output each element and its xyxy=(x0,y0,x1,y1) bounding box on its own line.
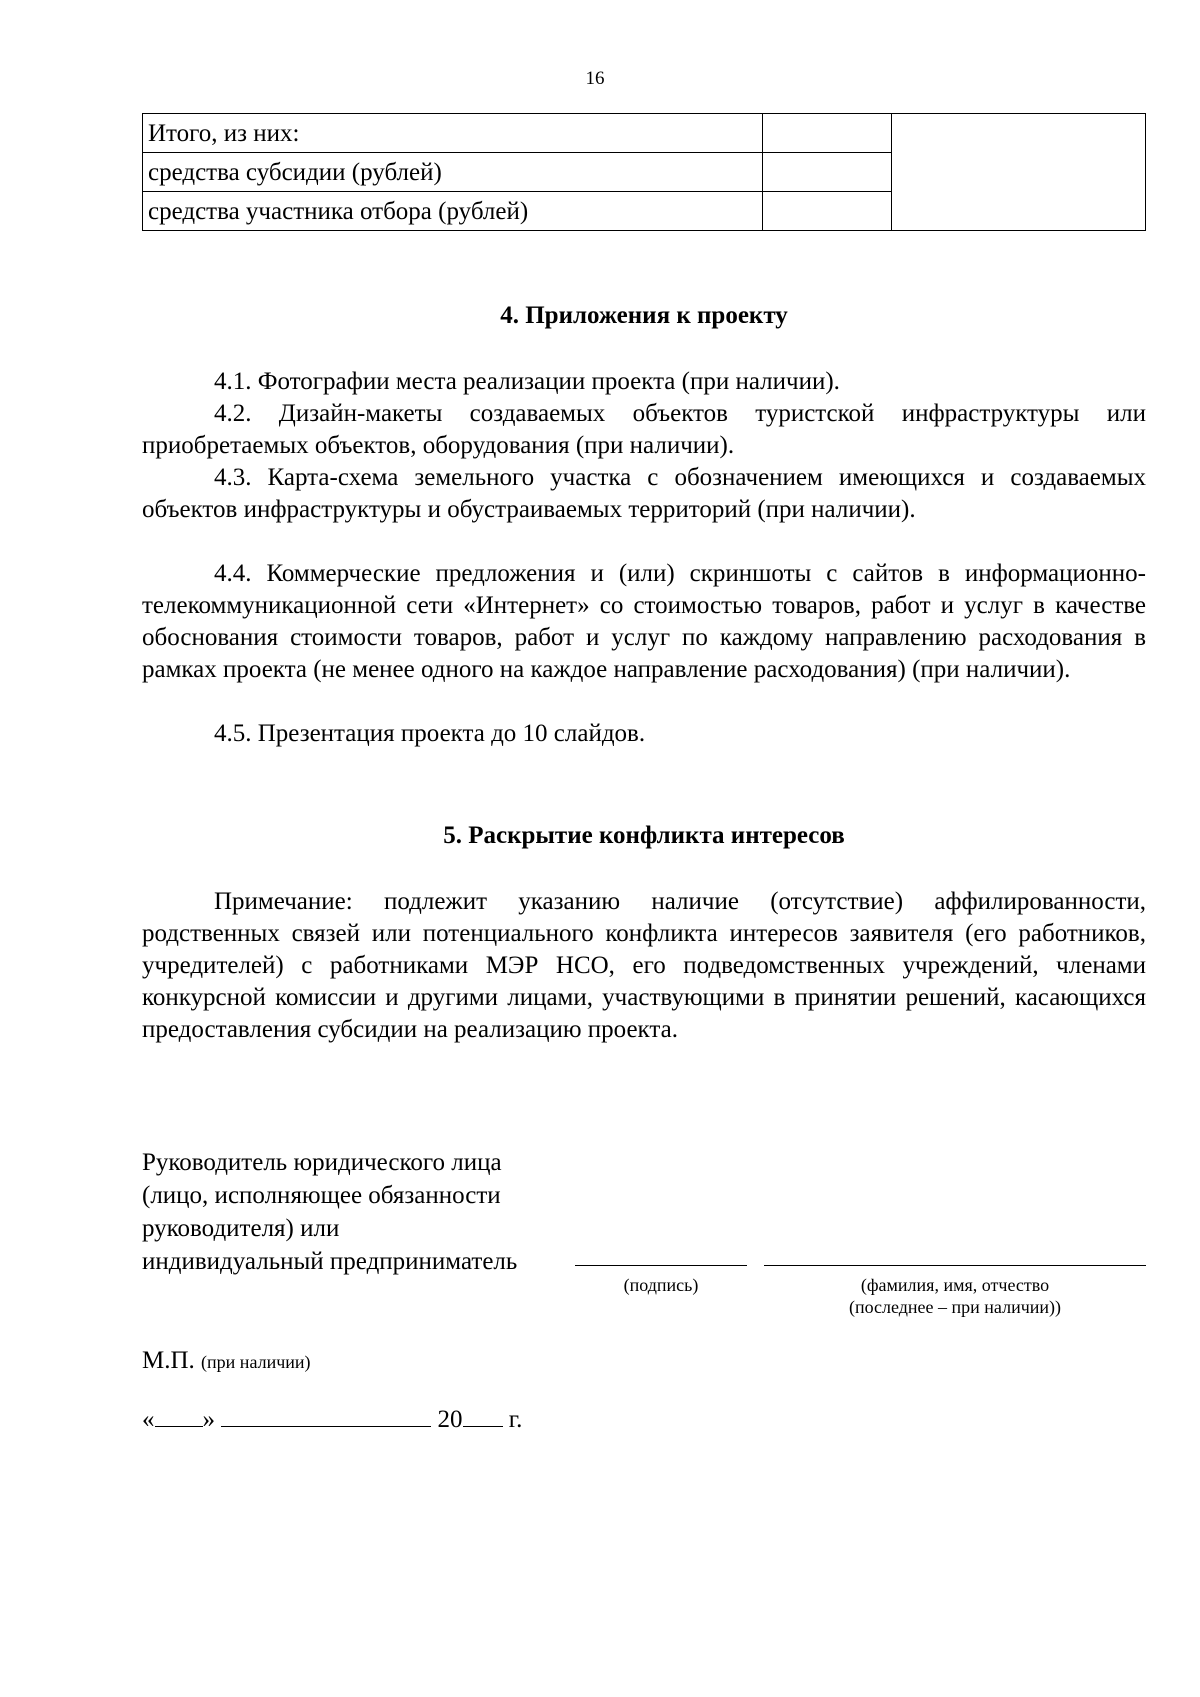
stamp-placeholder xyxy=(142,1347,311,1375)
date-line xyxy=(142,1404,522,1434)
table-row xyxy=(143,114,1146,153)
table-cell-value[interactable] xyxy=(762,192,891,231)
date-open-quote: « xyxy=(142,1406,155,1433)
section-4-item-4: 4.4. Коммерческие предложения и (или) скриншоты с сайтов в информационно-телекоммуникационной сети «Интернет» со стоимостью товаров, работ и услуг в качестве обоснования стоимости товаров, работ и услуг по каждому направлению расходования в рамках проекта (не менее одного на каждое направление расходования) (при наличии). xyxy=(142,560,1146,683)
signature-label-line: индивидуальный предприниматель xyxy=(142,1248,518,1275)
totals-table xyxy=(142,113,1146,231)
month-field[interactable] xyxy=(221,1404,431,1427)
section-4-item-2: 4.2. Дизайн-макеты создаваемых объектов туристской инфраструктуры или приобретаемых объектов, оборудования (при наличии). xyxy=(142,400,1146,459)
signature-block xyxy=(142,1146,517,1278)
signature-field[interactable] xyxy=(575,1265,747,1266)
section-4-item-3: 4.3. Карта-схема земельного участка с обозначением имеющихся и создаваемых объектов инфраструктуры и обустраиваемых территорий (при наличии). xyxy=(142,464,1146,523)
signature-caption: (подпись) xyxy=(623,1275,699,1295)
signature-label-line: (лицо, исполняющее обязанности xyxy=(142,1182,501,1209)
section-4-item-5: 4.5. Презентация проекта до 10 слайдов. xyxy=(214,720,646,747)
table-cell-value[interactable] xyxy=(762,114,891,153)
date-close-quote: » xyxy=(202,1406,215,1433)
full-name-caption-line: (фамилия, имя, отчество xyxy=(860,1275,1050,1295)
table-cell-label: средства участника отбора (рублей) xyxy=(143,192,763,231)
stamp-note: (при наличии) xyxy=(201,1352,311,1372)
table-cell-merged[interactable] xyxy=(891,114,1145,231)
signature-label-line: Руководитель юридического лица xyxy=(142,1149,502,1176)
full-name-caption-line: (последнее – при наличии)) xyxy=(848,1297,1062,1317)
year-field[interactable] xyxy=(463,1404,503,1427)
table-cell-value[interactable] xyxy=(762,153,891,192)
page-number: 16 xyxy=(585,68,605,89)
year-prefix: 20 xyxy=(437,1406,463,1433)
section-4-title: 4. Приложения к проекту xyxy=(500,302,788,329)
signature-label-line: руководителя) или xyxy=(142,1215,340,1242)
section-4-item-1: 4.1. Фотографии места реализации проекта (при наличии). xyxy=(214,368,840,395)
year-suffix: г. xyxy=(508,1406,523,1433)
full-name-field[interactable] xyxy=(764,1265,1146,1266)
day-field[interactable] xyxy=(155,1404,203,1427)
full-name-caption xyxy=(764,1274,1146,1318)
section-5-title: 5. Раскрытие конфликта интересов xyxy=(443,822,845,849)
stamp-label: М.П. xyxy=(142,1347,195,1374)
table-cell-label: средства субсидии (рублей) xyxy=(143,153,763,192)
section-5-note: Примечание: подлежит указанию наличие (отсутствие) аффилированности, родственных связей или потенциального конфликта интересов заявителя (его работников, учредителей) с работниками МЭР НСО, его подведомственных учреждений, членами конкурсной комиссии и другими лицами, участвующими в принятии решений, касающихся предоставления субсидии на реализацию проекта. xyxy=(142,888,1146,1043)
table-cell-label: Итого, из них: xyxy=(143,114,763,153)
